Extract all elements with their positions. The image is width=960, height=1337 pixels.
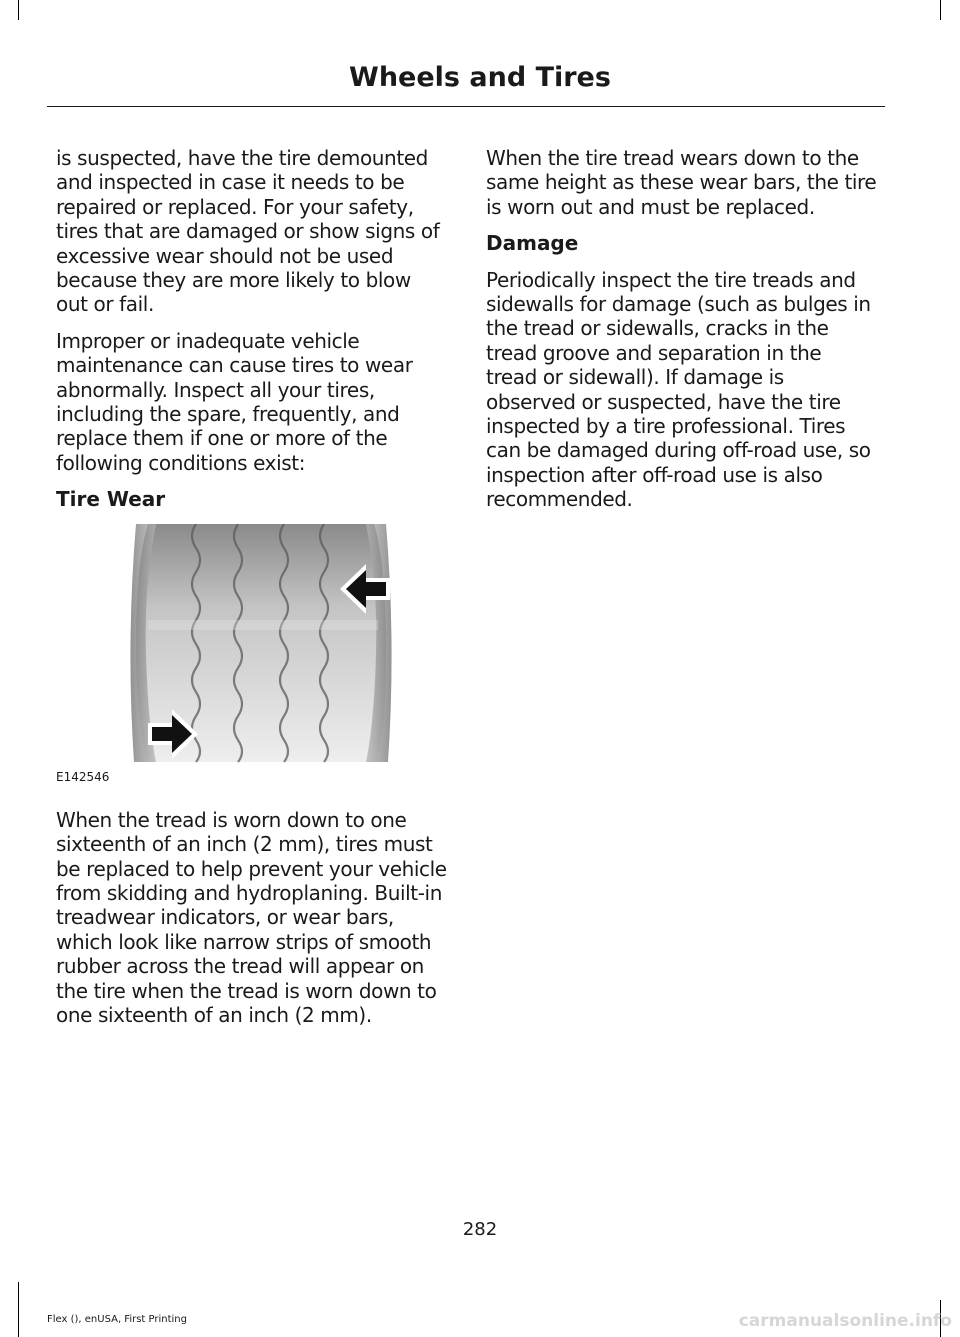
figure-code: E142546	[56, 769, 110, 784]
watermark: carmanualsonline.info	[738, 1311, 952, 1331]
page-title: Wheels and Tires	[349, 62, 611, 93]
heading-tire-wear: Tire Wear	[56, 487, 166, 512]
right-column	[486, 146, 878, 524]
right-paragraph-1: When the tire tread wears down to the same height as these wear bars, the tire is worn out and must be replaced.	[486, 146, 877, 219]
edition-footer: Flex (), enUSA, First Printing	[47, 1314, 187, 1325]
tire-tread-figure	[56, 524, 448, 794]
left-paragraph-1: is suspected, have the tire demounted and inspected in case it needs to be repaired or replaced. For your safety, tires that are damaged or show signs of excessive wear should not be used because they are more likely to blow out or fail.	[56, 146, 440, 317]
left-paragraph-3: When the tread is worn down to one sixteenth of an inch (2 mm), tires must be replaced to help prevent your vehicle from skidding and hydroplaning. Built-in treadwear indicators, or wear bars, which look like narrow strips of smooth rubber across the tread will appear on the tire when the tread is worn down to one sixteenth of an inch (2 mm).	[56, 807, 447, 1027]
crop-mark-top-left	[18, 0, 19, 20]
crop-mark-bottom-left	[18, 1282, 19, 1337]
crop-mark-top-right	[940, 0, 941, 20]
right-paragraph-2: Periodically inspect the tire treads and sidewalls for damage (such as bulges in the tread or sidewalls, cracks in the tread groove and separation in the tread or sidewall). If damage is observed or suspected, have the tire inspected by a tire professional. Tires can be damaged during off-road use, so inspection after off-road use is also recommended.	[486, 267, 871, 512]
left-paragraph-2: Improper or inadequate vehicle maintenance can cause tires to wear abnormally. Inspect all your tires, including the spare, frequently, and replace them if one or more of the following conditions exist:	[56, 328, 413, 475]
header-divider	[47, 106, 885, 107]
tire-tread-illustration	[56, 524, 448, 794]
heading-damage: Damage	[486, 231, 579, 256]
left-column	[56, 146, 448, 1039]
page-number: 282	[462, 1219, 498, 1240]
